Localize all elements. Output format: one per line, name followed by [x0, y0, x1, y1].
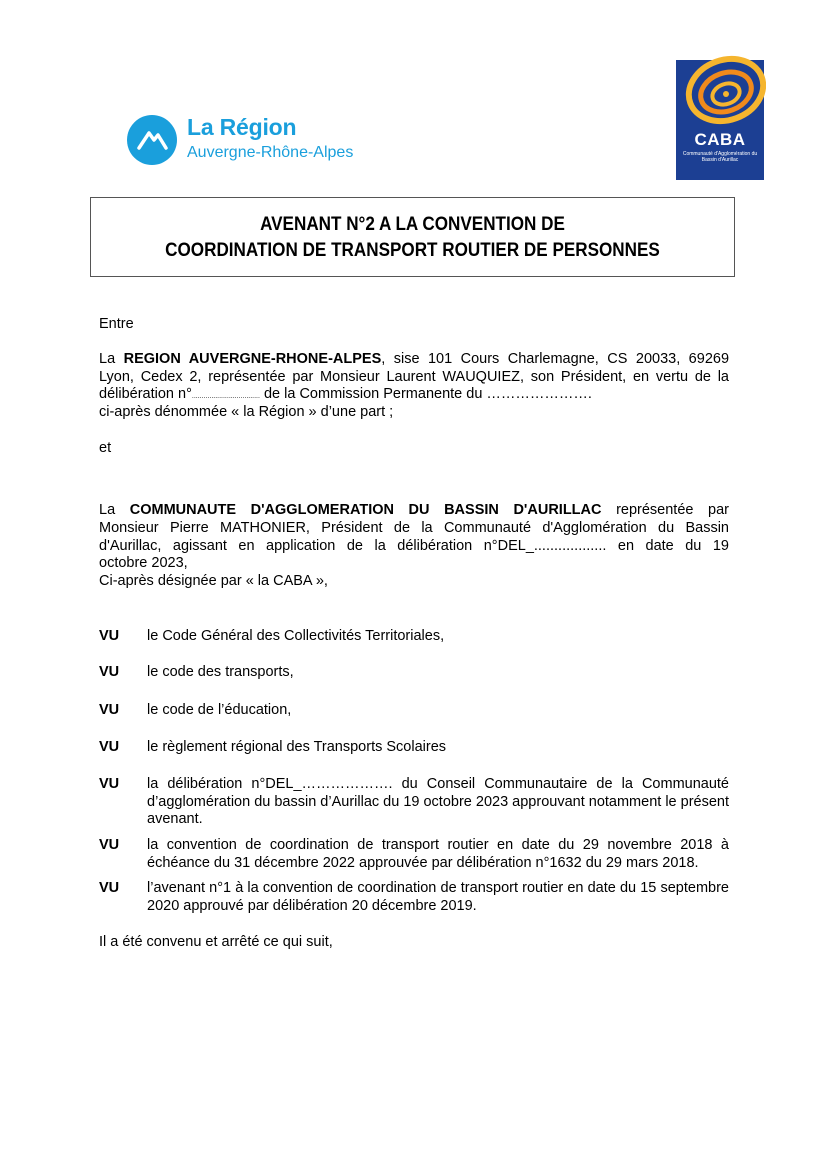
et-label: et — [99, 440, 112, 456]
vu-text: le Code Général des Collectivités Territoriales, — [147, 628, 445, 644]
vu-label: VU — [99, 837, 120, 853]
region-party-name: REGION AUVERGNE-RHONE-ALPES — [123, 351, 382, 367]
entre-label: Entre — [99, 316, 134, 332]
region-la: La — [99, 351, 116, 367]
caba-party-line-4: octobre 2023, — [99, 555, 188, 571]
region-party-line-1 — [99, 351, 729, 369]
caba-party-line-5: Ci-après désignée par « la CABA », — [99, 573, 328, 589]
document-title-line-1: AVENANT N°2 A LA CONVENTION DE — [260, 214, 565, 235]
region-deliberation-label: délibération n° — [99, 386, 192, 402]
closing-statement: Il a été convenu et arrêté ce qui suit, — [99, 934, 333, 950]
vu-text: le code de l’éducation, — [147, 702, 292, 718]
caba-la: La — [99, 502, 116, 518]
vu-label: VU — [99, 880, 120, 896]
caba-party-line-3: d'Aurillac, agissant en application de la délibération n°DEL_.................. en date du 19 — [99, 538, 729, 554]
document-title-box — [90, 197, 735, 277]
vu-text: la convention de coordination de transport routier en date du 29 novembre 2018 à échéance du 31 décembre 2022 approuvée par délibération n°1632 du 29 mars 2018. — [147, 837, 729, 871]
caba-party-name: COMMUNAUTE D'AGGLOMERATION DU BASSIN D'AURILLAC — [129, 502, 602, 518]
document-title-line-2: COORDINATION DE TRANSPORT ROUTIER DE PERSONNES — [165, 240, 660, 261]
vu-text: la délibération n°DEL_………………. du Conseil Communautaire de la Communauté d’agglomération du bassin d’Aurillac du 19 octobre 2023 approuvant notamment le présent avenant. — [147, 776, 729, 827]
region-party-line-3 — [99, 386, 729, 406]
caba-logo — [674, 48, 766, 181]
caba-party-represented: représentée par — [601, 502, 729, 518]
region-party-address: , sise 101 Cours Charlemagne, CS 20033, 69269 — [381, 351, 730, 367]
region-logo-subtitle: Auvergne-Rhône-Alpes — [187, 144, 354, 161]
region-party-line-4: ci-après dénommée « la Région » d’une part ; — [99, 404, 394, 420]
vu-text: le code des transports, — [147, 664, 294, 680]
region-commission: de la Commission Permanente du …………………. — [259, 386, 592, 402]
caba-logo-word: CABA — [694, 130, 746, 149]
caba-swirl-icon — [674, 48, 766, 138]
caba-party-line-2: Monsieur Pierre MATHONIER, Président de la Communauté d'Agglomération du Bassin — [99, 520, 729, 536]
region-mountain-icon — [127, 115, 177, 165]
region-logo — [127, 112, 387, 168]
vu-label: VU — [99, 664, 120, 680]
vu-label: VU — [99, 776, 120, 792]
region-party-line-2: Lyon, Cedex 2, représentée par Monsieur Laurent WAUQUIEZ, son Président, en vertu de la — [99, 369, 729, 385]
region-logo-name: La Région — [187, 114, 297, 140]
vu-label: VU — [99, 739, 120, 755]
caba-logo-tagline: Communauté d'Agglomération du Bassin d'Aurillac — [682, 151, 758, 163]
caba-party-line-1 — [99, 502, 729, 520]
vu-text: l’avenant n°1 à la convention de coordination de transport routier en date du 15 septembre 2020 approuvé par délibération 20 décembre 2019. — [147, 880, 729, 914]
region-deliberation-blank: ................................... — [191, 393, 260, 400]
vu-label: VU — [99, 702, 120, 718]
vu-text: le règlement régional des Transports Scolaires — [147, 739, 447, 755]
vu-label: VU — [99, 628, 120, 644]
